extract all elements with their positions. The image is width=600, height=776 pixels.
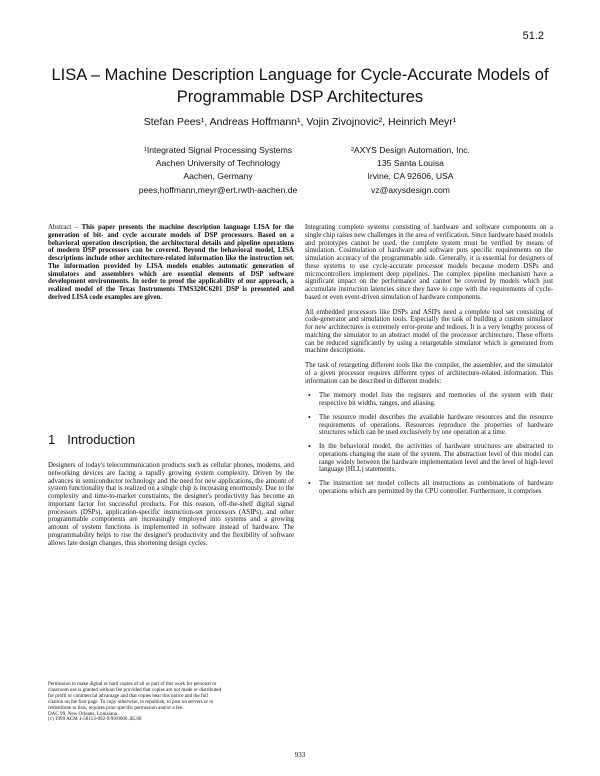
abstract-text: This paper presents the machine description language LISA for the generation of bit- and cycle accurate models of DSP processors. Based on a behavioral operation description, the architectural details and pipeline operations of modern DSP processors can be covered. Beyond the behavioral model, LISA descriptions include other architecture-related information like the instruction set. The information provided by LISA models enables automatic generation of simulators and assemblers which are essential elements of DSP software development environments. In order to proof the applicability of our approach, a realized model of the Texas Instruments TMS320C6201 DSP is presented and derived LISA code examples are given. bbox=[48, 224, 294, 301]
page-label: 51.2 bbox=[522, 30, 544, 42]
abstract bbox=[48, 224, 294, 302]
left-column bbox=[48, 224, 294, 309]
affiliation-2-line: ²AXYS Design Automation, Inc. bbox=[351, 145, 470, 155]
section-title: Introduction bbox=[67, 432, 136, 447]
body-paragraph: Integrating complete systems consisting of hardware and software components on a single chip raises new challenges in the area of verification. Since hardware based models and prototypes cannot be used, the complete system must be verified by means of simulation. Cosimulation of hardware and software puts specific requirements on the simulation accuracy of the programmable side. Generally, it is essential for designers of these systems to use cycle-accurate processor models because modern DSPs and microcontrollers implement deep pipelines. The complex pipeline mechanism have a significant impact on the performance and cannot be covered by models which just accumulate instruction latencies since they have to cope with the requirements of cycle-based or even event-driven simulation of hardware components. bbox=[305, 224, 553, 301]
model-list bbox=[305, 392, 553, 495]
footnote-line: redistribute to lists, requires prior specific permission and/or a fee. bbox=[48, 704, 184, 711]
body-paragraph: The task of retargeting different tools like the compiler, the assembler, and the simulator of a given processor requires different types of architecture-related information. This information can be described in different models: bbox=[305, 362, 553, 385]
section-number: 1 bbox=[48, 432, 56, 447]
paper-title: LISA – Machine Description Language for Cycle-Accurate Models of Programmable DSP Architectures bbox=[51, 66, 549, 106]
affiliation-2-line: Irvine, CA 92606, USA bbox=[367, 171, 454, 182]
section-heading-introduction bbox=[48, 432, 135, 447]
affiliation-2-line: 135 Santa Louisa bbox=[377, 158, 444, 169]
list-item: • The memory model lists the registers and memories of the system with their respective bit widths, ranges, and aliasing. bbox=[305, 392, 553, 408]
footnote-line: for profit or commercial advantage and that copies bear this notice and the full bbox=[48, 692, 208, 699]
abstract-label: Abstract – bbox=[48, 224, 79, 231]
affiliation-1 bbox=[118, 144, 318, 197]
intro-paragraph: Designers of today's telecommunication products such as cellular phones, modems, and networking devices are facing a rapidly growing system complexity. Driven by the advances in semiconductor technology and the need for new applications, the amount of system functionality that is realized on a single chip is increasing enormously. Due to the complexity and time-to-market constraints, the designer's productivity has become an important factor for successful products. For this reason, off-the-shelf digital signal processors (DSPs), application-specific instruction-set processors (ASIPs), and other programmable components are increasingly employed into systems and a growing amount of system functions is implemented in software instead of hardware. The programmability helps to rise the designer's productivity and the flexibility of software allows late design changes, thus shortening design cycles. bbox=[48, 462, 294, 547]
copyright-footnote bbox=[48, 682, 248, 723]
author-list: Stefan Pees¹, Andreas Hoffmann¹, Vojin Zivojnovic², Heinrich Meyr¹ bbox=[143, 116, 457, 128]
footnote-line: classroom use is granted without fee provided that copies are not made or distributed bbox=[48, 686, 221, 693]
affiliation-1-line: ¹Integrated Signal Processing Systems bbox=[143, 145, 293, 155]
affiliation-1-email: pees,hoffmann,meyr@ert.rwth-aachen.de bbox=[138, 184, 298, 195]
footnote-line: (c) 1999 ACM 1-58113-092-9/99/0006..$5.00 bbox=[48, 716, 142, 723]
affiliation-2 bbox=[318, 144, 503, 197]
list-item: • The instruction set model collects all instructions as combinations of hardware operations which are permitted by the CPU controller. Furthermore, it comprises bbox=[305, 480, 553, 496]
list-item: • In the behavioral model, the activities of hardware structures are abstracted to operations changing the state of the system. The abstraction level of this model can range widely between the hardware implementation level and the level of high-level language (HLL) statements. bbox=[305, 443, 553, 474]
affiliation-1-line: Aachen University of Technology bbox=[155, 158, 281, 169]
footnote-line: citation on the first page. To copy otherwise, to republish, to post on servers or to bbox=[48, 698, 214, 705]
list-item: • The resource model describes the available hardware resources and the resource requirements of operations. Resources reproduce the properties of hardware structures which can be used exclusively by one operation at a time. bbox=[305, 414, 553, 437]
body-paragraph: All embedded processors like DSPs and ASIPs need a complete tool set consisting of code-generator and simulation tools. Especially the task of building a custom simulator for new architectures is extremely error-prone and tedious. It is a very lengthy process of matching the simulator to an abstract model of the processor architecture. These efforts can be reduced significantly by using a retargetable simulator which is generated from machine descriptions. bbox=[305, 308, 553, 355]
footnote-line: DAC 99, New Orleans, Louisiana bbox=[48, 710, 118, 717]
footer-page-number: 933 bbox=[294, 751, 306, 759]
right-column bbox=[305, 224, 553, 502]
affiliation-2-email: vz@axysdesign.com bbox=[371, 184, 450, 195]
affiliation-1-line: Aachen, Germany bbox=[183, 171, 253, 182]
footnote-line: Permission to make digital or hard copies of all or part of this work for personal or bbox=[48, 681, 217, 687]
